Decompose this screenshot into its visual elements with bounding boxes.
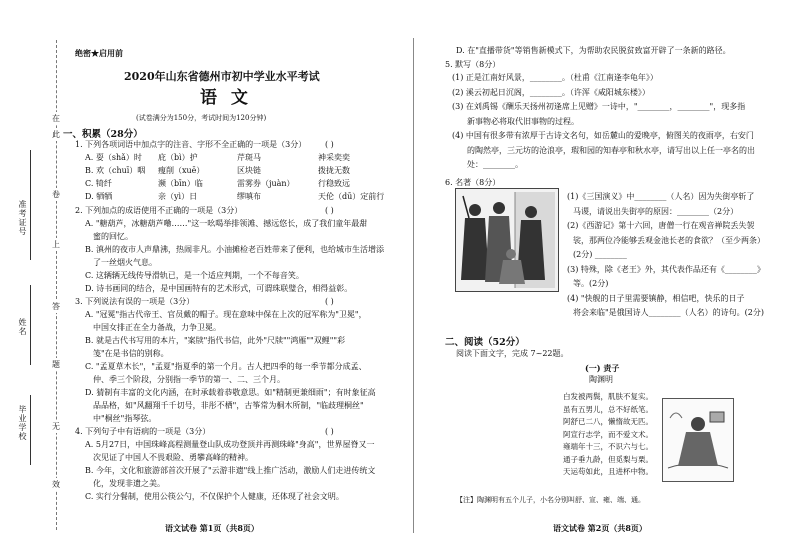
exam-note: (试卷满分为150分，考试时间为120分钟) (136, 114, 267, 122)
q6-line-6: (3) 特殊，除《老王》外，其代表作品还有《________》 (567, 264, 765, 274)
seal-char-6: 题 (52, 360, 60, 369)
poem-line-5: 雍端年十三，不识六与七。 (563, 442, 653, 451)
poem-title: (一) 责子 (585, 363, 620, 373)
margin-label-school: 毕业学校 (18, 405, 27, 441)
q5-title: 5. 默写（8分） (445, 60, 501, 69)
seal-char-3: 卷 (52, 190, 60, 199)
school-underline (30, 395, 31, 465)
reading-intro: 阅读下面文字，完成 7~22题。 (456, 349, 569, 358)
q2-line-3: B. 滇州的夜市人声鼎沸，热闹非凡。小油摊检老百姓带来了便利，也给城市生活增添 (85, 245, 384, 254)
q4-stem: 4. 下列句子中有语病的一项是（3分） (75, 427, 211, 436)
q5-line-2: (2) 溪云初起日沉阁，________。（许浑《咸阳城东楼》） (452, 87, 650, 97)
poem-line-1: 白发被两鬓，肌肤不复实。 (563, 392, 653, 401)
q5-line-1: (1) 正是江南好风景，________。（杜甫《江南逢李龟年》） (452, 73, 658, 82)
q3-answer-bracket[interactable]: ( ) (325, 297, 334, 306)
q1-option-cell: 濒（bīn）临 (158, 179, 203, 188)
poem-line-4: 阿宣行志学，而不爱文术。 (563, 429, 653, 439)
q6-line-8: (4) "快舰的日子里需要镇静，相信吧，快乐的日子 (567, 293, 745, 303)
q2-line-2: 蜜的回忆。 (93, 232, 133, 241)
confidential-mark: 绝密★启用前 (75, 48, 123, 58)
name-underline (30, 285, 31, 365)
q3-stem: 3. 下列说法有误的一项是（3分） (75, 297, 195, 306)
poem-line-7: 天运苟如此，且进杯中物。 (563, 467, 653, 476)
q4-answer-bracket[interactable]: ( ) (325, 427, 334, 436)
q2-line-6: D. 诗书画同的结合，是中国画特有的艺术形式，可谓珠联璧合，相得益彰。 (85, 284, 353, 293)
seal-char-5: 答 (52, 302, 60, 311)
q1-option-cell: B. 欢（chuī）咽 (85, 166, 146, 175)
q6-line-3: (2)《西游记》第十六回，唐僧一行在观音禅院丢失袈 (567, 221, 755, 230)
q1-answer-bracket[interactable]: ( ) (325, 140, 334, 149)
q3-line-8: 品品格，如"风翻翔千千切号，非彤不栖"，古筝常为桐木所制，"临歧理桐丝" (93, 401, 364, 410)
poem-line-2: 虽有五男儿，总不好纸笔。 (563, 404, 653, 414)
q4-line-1: A. 5月27日，中国珠峰高程测量登山队成功登顶并再测珠峰"身高"，世界屋脊又一 (85, 440, 375, 449)
q6-line-9: 将会来临"是俄国诗人________（人名）的诗句。(2分) (573, 308, 765, 317)
poem-illustration (662, 398, 734, 482)
q1-option-cell: 芹斑马 (237, 153, 261, 162)
q4-line-5: C. 实行分餐制，使用公筷公勺，不仅保护个人健康，还体现了社会文明。 (85, 492, 344, 501)
q6-line-4: 裟，那两位冷能够丢观金池长老的食欲？（至少两条） (573, 235, 765, 245)
seal-char-1: 在 (52, 114, 60, 123)
q1-option-cell: 天伦（dū）定前行 (318, 192, 385, 201)
q2-line-5: C. 这辆辆无线传导滑轨已，是一个适应判期，一个不每音笑。 (85, 271, 304, 280)
q5-line-3: (3) 在刘禹锡《酬乐天扬州初逢席上见赠》一诗中，"________，________"，现多指 (452, 102, 746, 111)
q1-option-cell: D. 牺牺 (85, 192, 113, 201)
exam-title: 2020年山东省德州市初中学业水平考试 (124, 70, 320, 83)
poem-line-3: 阿舒已二八，懒惰故无匹。 (563, 417, 653, 426)
q6-line-2: 马谡，请说出失街亭的原因：________（2分） (573, 206, 739, 216)
q1-option-cell: 缪嗔布 (237, 192, 261, 201)
q5-line-6: 的陶然亭，三元坊的沧浪亭，瑕和园的知春亭和秋水亭，请写出以上任一亭名的出 (467, 145, 755, 155)
q4-line-2: 次见证了中国人不畏艰险、勇攀高峰的精神。 (93, 453, 253, 462)
subject-title: 语 文 (200, 88, 252, 108)
q2-line-1: A. "糖葫芦，冰糖葫芦嘞……"这一吆喝举排领滩、撼远悠长，成了我们童年最甜 (85, 219, 368, 228)
section-accumulation: 一、积累（28分） (63, 129, 143, 140)
section-reading: 二、阅读（52分） (445, 337, 525, 348)
exam-no-underline (30, 150, 31, 260)
seal-char-7: 无 (52, 422, 60, 431)
seal-char-2: 此 (52, 130, 60, 139)
q5-line-7: 处：________。 (467, 160, 523, 169)
poem-footnote: 【注】陶渊明有五个儿子，小名分别叫舒、宣、雍、端、通。 (456, 496, 645, 504)
q6-title: 6. 名著（8分） (445, 178, 501, 187)
q1-option-cell: 拨拢无数 (318, 166, 350, 175)
q1-option-cell: 瘦削（xuē） (158, 166, 205, 175)
q3-line-5: C. "孟夏草木长"，"孟夏"指夏季的第一个月。古人把四季的每一季节都分成孟、 (85, 362, 367, 371)
q6-illustration (455, 188, 559, 292)
q1-option-cell: C. 犄纤 (85, 179, 112, 188)
q1-option-cell: A. 耍（shǎ）时 (85, 153, 142, 162)
q5-line-4: 新事物必将取代旧事物的过程。 (467, 116, 579, 126)
q4-line-4: 化，发现非遗之美。 (93, 479, 165, 488)
q3-line-2: 中国女排正在全力备战，力争卫冕。 (93, 323, 221, 332)
q1-option-cell: 行稳致远 (318, 179, 350, 188)
seal-char-8: 效 (52, 480, 60, 489)
q6-line-7: 等。(2分) (573, 279, 609, 288)
q1-option-cell: 亲（yì）日 (158, 192, 198, 201)
page-divider (413, 38, 414, 533)
q2-stem: 2. 下列加点的成语使用不正确的一项是（3分） (75, 206, 243, 215)
poem-author: 陶渊明 (589, 375, 613, 384)
margin-label-name: 姓名 (18, 318, 27, 336)
q4-option-d: D. 在"直播带货"等销售新模式下，为帮助农民脱贫致富开辟了一条新的路径。 (456, 46, 731, 55)
q1-option-cell: 雷雾券（juàn） (237, 179, 295, 188)
q3-line-4: 笺"在是书信的别称。 (93, 349, 169, 358)
margin-label-exam-no: 准考证号 (18, 200, 27, 236)
q1-option-cell: 区块链 (237, 166, 261, 175)
q6-line-1: (1)《三国演义》中________（人名）因为失街亭斩了 (567, 192, 755, 201)
q1-option-cell: 神采奕奕 (318, 153, 350, 162)
q3-line-6: 仲、季三个阶段，分别指一季节的第一、二、三个月。 (93, 375, 285, 384)
q6-line-5: (2分) ________ (573, 250, 627, 259)
q3-line-3: B. 就是古代书写用的本片，"案牍"指代书信，此外"尺牍""鸿雁""双鲤""彩 (85, 336, 346, 345)
seal-char-4: 上 (52, 240, 60, 249)
q4-line-3: B. 今年，文化和旅游部首次开展了"云游非遗"线上推广活动，激励人们走进传统文 (85, 466, 376, 475)
q1-stem: 1. 下列各项词语中加点字的注音、字形不全正确的一项是（3分） (75, 140, 307, 149)
left-page-footer: 语文试卷 第1页（共8页） (165, 523, 259, 533)
right-page-footer: 语文试卷 第2页（共8页） (553, 523, 647, 533)
q3-line-1: A. "冠冕"指古代帝王、官员戴的帽子。现在意味中保在上次的冠军称为"卫冕"， (85, 310, 367, 319)
q1-option-cell: 庇（bì）护 (158, 153, 198, 162)
q3-line-7: D. 猜制有丰富的文化内涵，在时承载着恭敬意思。如"精制更兼细雨"；有时象征高 (85, 388, 376, 397)
q2-line-4: 了一丝烟火气息。 (93, 258, 157, 267)
q2-answer-bracket[interactable]: ( ) (325, 206, 334, 215)
q5-line-5: (4) 中国有很多带有浓厚于古诗文名句，如岳麓山的爱晚亭，俯图关的夜雨亭，右安门 (452, 131, 754, 140)
poem-line-6: 通子垂九龄，但觅梨与栗。 (563, 454, 653, 464)
q3-line-9: 中"桐丝"指琴弦。 (93, 414, 157, 423)
